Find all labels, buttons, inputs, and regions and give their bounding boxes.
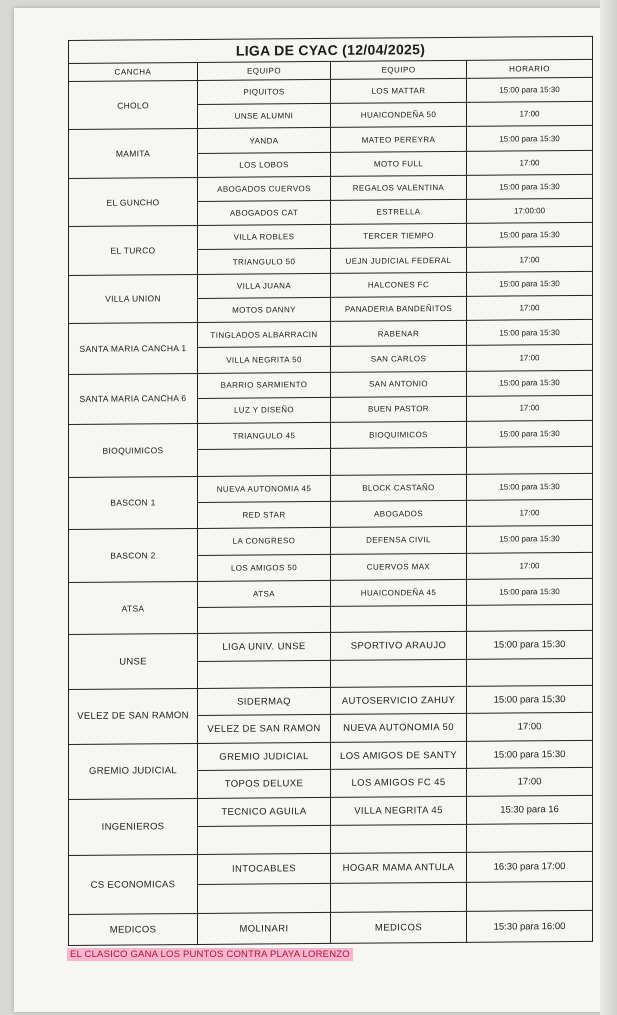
horario-cell: 15:00 para 15:30 bbox=[467, 686, 593, 714]
cancha-cell: SANTA MARIA CANCHA 6 bbox=[69, 373, 198, 425]
horario-cell: 15:00 para 15:30 bbox=[467, 578, 593, 605]
equipo-home-cell: INTOCABLES bbox=[198, 854, 331, 884]
equipo-away-cell: BIOQUIMICOS bbox=[331, 421, 467, 448]
equipo-home-cell bbox=[198, 607, 331, 634]
table-row bbox=[69, 740, 593, 771]
equipo-home-cell: VILLA ROBLES bbox=[198, 225, 331, 250]
table-row bbox=[69, 473, 593, 503]
equipo-away-cell: ESTRELLA bbox=[331, 199, 467, 224]
equipo-home-cell: TECNICO AGUILA bbox=[198, 797, 331, 826]
fixture-table bbox=[68, 36, 593, 946]
equipo-home-cell: LIGA UNIV. UNSE bbox=[198, 633, 331, 661]
equipo-away-cell bbox=[331, 659, 467, 687]
equipo-away-cell: MATEO PEREYRA bbox=[331, 127, 467, 152]
equipo-away-cell: LOS AMIGOS DE SANTY bbox=[331, 741, 467, 769]
equipo-away-cell: SAN CARLOS bbox=[331, 346, 467, 372]
equipo-away-cell: MOTO FULL bbox=[331, 151, 467, 176]
equipo-home-cell: MOLINARI bbox=[198, 913, 331, 945]
equipo-away-cell: SAN ANTONIO bbox=[331, 371, 467, 397]
horario-cell bbox=[467, 658, 593, 686]
cancha-cell: CS ECONOMICAS bbox=[69, 855, 198, 915]
equipo-away-cell bbox=[331, 882, 467, 913]
highlighted-note: EL CLASICO GANA LOS PUNTOS CONTRA PLAYA LORENZO bbox=[67, 948, 353, 961]
horario-cell: 17:00 bbox=[467, 150, 593, 175]
equipo-home-cell: LA CONGRESO bbox=[198, 528, 331, 555]
horario-cell: 16:30 para 17:00 bbox=[467, 852, 593, 882]
equipo-away-cell bbox=[331, 448, 467, 475]
cancha-cell: CHOLO bbox=[69, 80, 198, 129]
equipo-home-cell: VILLA NEGRITA 50 bbox=[198, 347, 331, 373]
equipo-away-cell: LOS MATTAR bbox=[331, 78, 467, 103]
horario-cell bbox=[467, 881, 593, 911]
equipo-away-cell: HUAICONDEÑA 50 bbox=[331, 103, 467, 128]
equipo-away-cell: LOS AMIGOS FC 45 bbox=[331, 769, 467, 797]
equipo-home-cell: TINGLADOS ALBARRACIN bbox=[198, 321, 331, 347]
horario-cell: 15:00 para 15:30 bbox=[467, 740, 593, 768]
table-row bbox=[69, 686, 593, 717]
equipo-home-cell bbox=[198, 883, 331, 913]
horario-cell: 15:00 para 15:30 bbox=[467, 526, 593, 553]
table-row bbox=[69, 578, 593, 608]
cancha-cell: EL TURCO bbox=[69, 226, 198, 275]
table-row bbox=[69, 852, 593, 886]
equipo-home-cell: UNSE ALUMNI bbox=[198, 104, 331, 129]
horario-cell: 17:00 bbox=[467, 713, 593, 741]
table-row bbox=[69, 526, 593, 556]
cancha-cell: EL GUNCHO bbox=[69, 177, 198, 226]
header-cancha: CANCHA bbox=[69, 62, 198, 81]
equipo-home-cell bbox=[198, 660, 331, 688]
equipo-away-cell: HUAICONDEÑA 45 bbox=[331, 579, 467, 606]
equipo-away-cell: BLOCK CASTAÑO bbox=[331, 474, 467, 501]
equipo-home-cell: SIDERMAQ bbox=[198, 688, 331, 716]
equipo-home-cell bbox=[198, 825, 331, 854]
fixture-body bbox=[69, 77, 593, 945]
cancha-cell: SANTA MARIA CANCHA 1 bbox=[69, 323, 198, 375]
equipo-home-cell: BARRIO SARMIENTO bbox=[198, 372, 331, 398]
equipo-away-cell: HOGAR MAMA ANTULA bbox=[331, 853, 467, 884]
equipo-home-cell: GREMIO JUDICIAL bbox=[198, 742, 331, 770]
cancha-cell: BIOQUIMICOS bbox=[69, 424, 198, 478]
horario-cell: 17:00 bbox=[467, 499, 593, 526]
horario-cell: 17:00 bbox=[467, 345, 593, 371]
equipo-home-cell: ABOGADOS CUERVOS bbox=[198, 176, 331, 201]
cancha-cell: INGENIEROS bbox=[69, 798, 198, 856]
table-row bbox=[69, 795, 593, 828]
equipo-away-cell: HALCONES FC bbox=[331, 272, 467, 297]
horario-cell: 15:30 para 16 bbox=[467, 795, 593, 824]
cancha-cell: BASCON 1 bbox=[69, 476, 198, 530]
equipo-home-cell: MOTOS DANNY bbox=[198, 297, 331, 322]
horario-cell bbox=[467, 447, 593, 474]
paper-edge bbox=[600, 0, 617, 1015]
horario-cell: 15:00 para 15:30 bbox=[467, 370, 593, 396]
table-row bbox=[69, 911, 593, 946]
equipo-away-cell: BUEN PASTOR bbox=[331, 396, 467, 422]
header-horario: HORARIO bbox=[467, 59, 593, 78]
table-row bbox=[69, 631, 593, 662]
cancha-cell: VELEZ DE SAN RAMON bbox=[69, 689, 198, 745]
equipo-home-cell: TRIANGULO 50 bbox=[198, 249, 331, 274]
equipo-home-cell: VELEZ DE SAN RAMON bbox=[198, 715, 331, 743]
equipo-away-cell bbox=[331, 824, 467, 853]
equipo-home-cell: NUEVA AUTONOMIA 45 bbox=[198, 475, 331, 502]
horario-cell: 15:00 para 15:30 bbox=[467, 126, 593, 151]
horario-cell: 15:00 para 15:30 bbox=[467, 174, 593, 199]
horario-cell: 15:00 para 15:30 bbox=[467, 77, 593, 102]
header-equipo-1: EQUIPO bbox=[198, 61, 331, 80]
horario-cell: 15:00 para 15:30 bbox=[467, 223, 593, 248]
horario-cell: 17:00 bbox=[467, 552, 593, 579]
horario-cell: 17:00 bbox=[467, 768, 593, 796]
horario-cell: 15:00 para 15:30 bbox=[467, 319, 593, 345]
equipo-away-cell: UEJN JUDICIAL FEDERAL bbox=[331, 248, 467, 273]
page-title: LIGA DE CYAC (12/04/2025) bbox=[69, 36, 593, 63]
horario-cell: 15:00 para 15:30 bbox=[467, 631, 593, 659]
equipo-away-cell: REGALOS VALENTINA bbox=[331, 175, 467, 200]
horario-cell: 15:00 para 15:30 bbox=[467, 420, 593, 447]
horario-cell: 17:00:00 bbox=[467, 198, 593, 223]
table-row bbox=[69, 420, 593, 450]
horario-cell bbox=[467, 604, 593, 631]
equipo-home-cell: VILLA JUANA bbox=[198, 273, 331, 298]
header-equipo-2: EQUIPO bbox=[331, 60, 467, 79]
horario-cell: 15:00 para 15:30 bbox=[467, 473, 593, 500]
equipo-away-cell: VILLA NEGRITA 45 bbox=[331, 796, 467, 825]
equipo-home-cell: ABOGADOS CAT bbox=[198, 200, 331, 225]
cancha-cell: MEDICOS bbox=[69, 914, 198, 946]
equipo-home-cell: LOS LOBOS bbox=[198, 152, 331, 177]
equipo-home-cell: TOPOS DELUXE bbox=[198, 770, 331, 798]
equipo-away-cell: DEFENSA CIVIL bbox=[331, 527, 467, 554]
horario-cell: 17:00 bbox=[467, 395, 593, 421]
cancha-cell: VILLA UNION bbox=[69, 274, 198, 323]
equipo-away-cell: NUEVA AUTONOMIA 50 bbox=[331, 714, 467, 742]
equipo-away-cell bbox=[331, 605, 467, 632]
equipo-home-cell: YANDA bbox=[198, 128, 331, 153]
equipo-away-cell: TERCER TIEMPO bbox=[331, 224, 467, 249]
equipo-home-cell: LUZ Y DISEÑO bbox=[198, 397, 331, 423]
cancha-cell: GREMIO JUDICIAL bbox=[69, 743, 198, 799]
equipo-home-cell: PIQUITOS bbox=[198, 79, 331, 104]
equipo-home-cell: RED STAR bbox=[198, 501, 331, 528]
equipo-away-cell: PANADERIA BANDEÑITOS bbox=[331, 296, 467, 321]
equipo-home-cell: TRIANGULO 45 bbox=[198, 422, 331, 449]
equipo-away-cell: SPORTIVO ARAUJO bbox=[331, 632, 467, 660]
horario-cell: 17:00 bbox=[467, 247, 593, 272]
horario-cell bbox=[467, 823, 593, 852]
horario-cell: 15:30 para 16:00 bbox=[467, 911, 593, 943]
equipo-home-cell bbox=[198, 449, 331, 476]
equipo-away-cell: MEDICOS bbox=[331, 912, 467, 944]
cancha-cell: BASCON 2 bbox=[69, 529, 198, 583]
equipo-home-cell: ATSA bbox=[198, 580, 331, 607]
equipo-away-cell: RABENAR bbox=[331, 320, 467, 346]
equipo-home-cell: LOS AMIGOS 50 bbox=[198, 554, 331, 581]
equipo-away-cell: AUTOSERVICIO ZAHUY bbox=[331, 686, 467, 714]
horario-cell: 15:00 para 15:30 bbox=[467, 271, 593, 296]
cancha-cell: MAMITA bbox=[69, 129, 198, 178]
horario-cell: 17:00 bbox=[467, 295, 593, 320]
equipo-away-cell: ABOGADOS bbox=[331, 500, 467, 527]
cancha-cell: ATSA bbox=[69, 581, 198, 635]
cancha-cell: UNSE bbox=[69, 634, 198, 690]
horario-cell: 17:00 bbox=[467, 102, 593, 127]
equipo-away-cell: CUERVOS MAX bbox=[331, 553, 467, 580]
